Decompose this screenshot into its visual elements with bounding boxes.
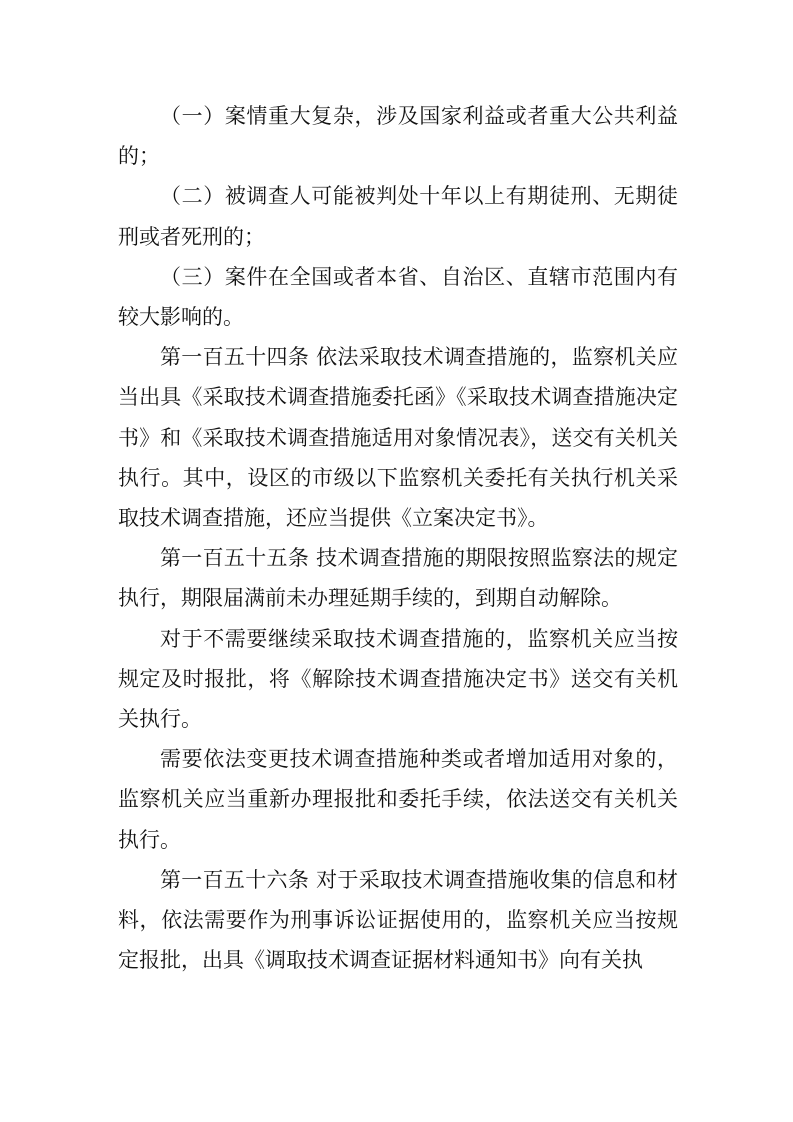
- document-body: [118, 96, 678, 980]
- paragraph-item-1: （一）案情重大复杂，涉及国家利益或者重大公共利益的；: [118, 104, 678, 169]
- article-155: 第一百五十五条 技术调查措施的期限按照监察法的规定执行，期限届满前未办理延期手续的，到期自动解除。: [118, 546, 678, 611]
- article-154: 第一百五十四条 依法采取技术调查措施的，监察机关应当出具《采取技术调查措施委托函》《采取技术调查措施决定书》和《采取技术调查措施适用对象情况表》，送交有关机关执行。其中，设区的市级以下监察机关委托有关执行机关采取技术调查措施，还应当提供《立案决定书》。: [118, 345, 678, 531]
- article-155-paragraph-2: 对于不需要继续采取技术调查措施的，监察机关应当按规定及时报批，将《解除技术调查措施决定书》送交有关机关执行。: [118, 626, 678, 732]
- article-156: 第一百五十六条 对于采取技术调查措施收集的信息和材料，依法需要作为刑事诉讼证据使用的，监察机关应当按规定报批，出具《调取技术调查证据材料通知书》向有关执: [118, 867, 678, 973]
- paragraph-item-2: （二）被调查人可能被判处十年以上有期徒刑、无期徒刑或者死刑的；: [118, 184, 678, 249]
- paragraph-item-3: （三）案件在全国或者本省、自治区、直辖市范围内有较大影响的。: [118, 264, 678, 330]
- article-155-paragraph-3: 需要依法变更技术调查措施种类或者增加适用对象的，监察机关应当重新办理报批和委托手续，依法送交有关机关执行。: [118, 747, 678, 852]
